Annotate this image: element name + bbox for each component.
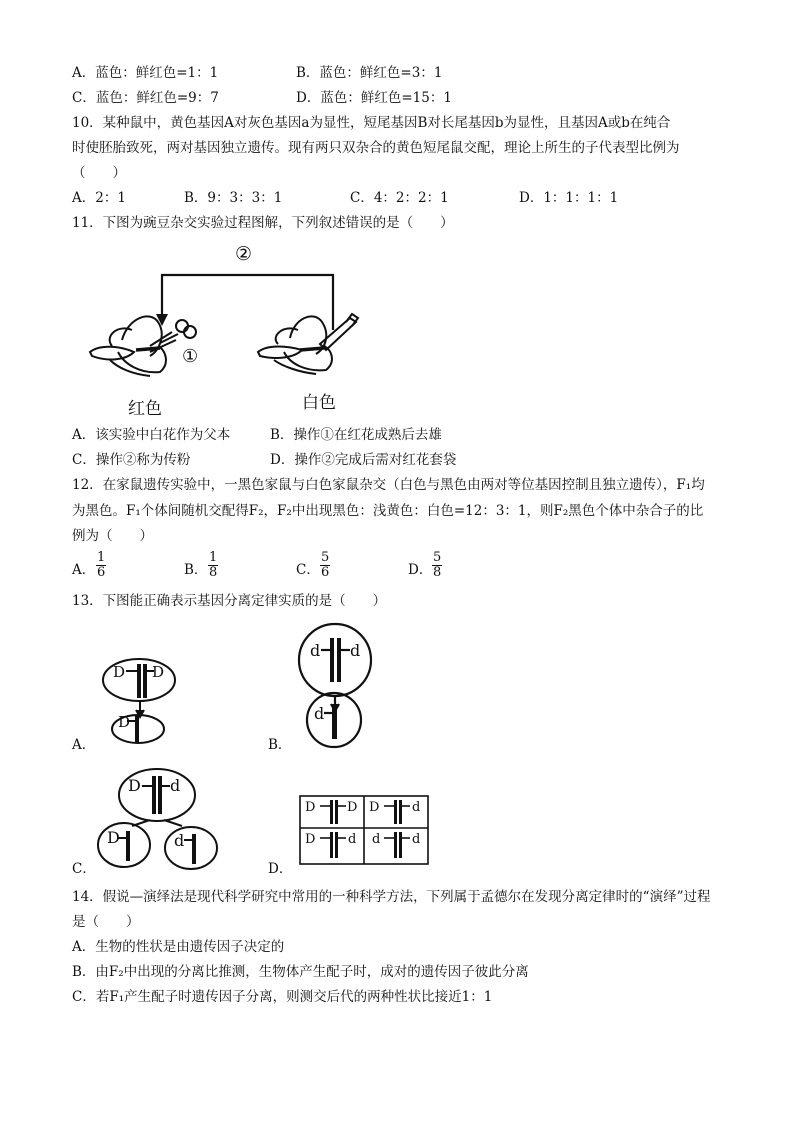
q12-option-a-fraction xyxy=(96,551,106,580)
svg-text:d: d xyxy=(372,832,381,847)
q12-stem-line1: 12．在家鼠遗传实验中，一黑色家鼠与白色家鼠杂交（白色与黑色由两对等位基因控制且独立遗传），F₁均 xyxy=(72,477,705,493)
q14-stem-line1: 14．假说—演绎法是现代科学研究中常用的一种科学方法，下列属于孟德尔在发现分离定律时的“演绎”过程 xyxy=(72,889,711,905)
q11-option-b: B．操作①在红花成熟后去雄 xyxy=(270,427,442,443)
q13-option-d: D． xyxy=(268,861,293,877)
q9-option-c: C．蓝色：鲜红色=9：7 xyxy=(72,90,219,106)
q13-stem: 13．下图能正确表示基因分离定律实质的是（ ） xyxy=(72,593,387,609)
q14-option-a: A．生物的性状是由遗传因子决定的 xyxy=(72,939,285,955)
q12-option-a-letter: A． xyxy=(72,562,96,578)
svg-text:d: d xyxy=(170,776,181,795)
svg-text:d: d xyxy=(310,641,321,660)
svg-text:D: D xyxy=(369,800,380,815)
step1-label: ① xyxy=(182,346,199,367)
q12-option-c-fraction xyxy=(320,551,330,580)
q13-option-a: A． xyxy=(72,737,96,753)
fraction-denominator: 8 xyxy=(433,565,442,580)
q14-option-c: C．若F₁产生配子时遗传因子分离，则测交后代的两种性状比接近1：1 xyxy=(72,989,493,1005)
q13-option-c: C． xyxy=(72,861,96,877)
fraction-numerator: 5 xyxy=(433,550,442,565)
q9-option-d: D．蓝色：鲜红色=15：1 xyxy=(296,90,452,106)
q10-option-a: A．2：1 xyxy=(72,190,126,206)
figure-c-diagram xyxy=(98,769,217,869)
red-label: 红色 xyxy=(128,399,162,419)
svg-text:d: d xyxy=(412,832,421,847)
figure-c-genes xyxy=(107,776,184,850)
q9-option-b: B．蓝色：鲜红色=3：1 xyxy=(296,65,443,81)
svg-text:d: d xyxy=(412,800,421,815)
q10-option-c: C．4：2：2：1 xyxy=(350,190,449,206)
q10-stem-line3: （ ） xyxy=(72,165,126,181)
q12-option-d-letter: D． xyxy=(408,562,433,578)
q10-stem-line1: 10．某种鼠中，黄色基因A对灰色基因a为显性，短尾基因B对长尾基因b为显性，且基因A或b在纯合 xyxy=(72,115,671,131)
step2-label: ② xyxy=(235,243,253,265)
q12-stem-line3: 例为（ ） xyxy=(72,528,153,544)
q13-option-b: B． xyxy=(268,737,292,753)
figure-d-diagram xyxy=(300,796,428,864)
svg-text:D: D xyxy=(107,828,120,847)
q14-option-b: B．由F₂中出现的分离比推测，生物体产生配子时，成对的遗传因子彼此分离 xyxy=(72,964,529,980)
q12-stem-line2: 为黑色。F₁个体间随机交配得F₂，F₂中出现黑色：浅黄色：白色=12：3：1，则F₂黑色个体中杂合子的比 xyxy=(72,503,704,519)
figure-b-genes xyxy=(310,641,360,723)
q10-option-d: D．1：1：1：1 xyxy=(519,190,619,206)
q12-option-d-fraction xyxy=(432,551,442,580)
fraction-denominator: 6 xyxy=(97,565,106,580)
q9-option-a: A．蓝色：鲜红色=1：1 xyxy=(72,65,219,81)
svg-text:D: D xyxy=(152,663,165,681)
fraction-denominator: 8 xyxy=(209,565,218,580)
figure-a-genes xyxy=(113,663,164,731)
svg-text:d: d xyxy=(174,831,185,850)
q11-option-c: C．操作②称为传粉 xyxy=(72,452,191,468)
q11-option-d: D．操作②完成后需对红花套袋 xyxy=(270,452,457,468)
svg-text:D: D xyxy=(347,800,358,815)
svg-text:D: D xyxy=(118,713,131,731)
svg-text:D: D xyxy=(113,663,126,681)
svg-text:d: d xyxy=(348,832,357,847)
red-flower-icon xyxy=(90,316,199,376)
q10-stem-line2: 时使胚胎致死，两对基因独立遗传。现有两只双杂合的黄色短尾鼠交配，理论上所生的子代表型比例为 xyxy=(72,140,680,156)
q11-stem: 11．下图为豌豆杂交实验过程图解，下列叙述错误的是（ ） xyxy=(72,215,454,231)
fraction-numerator: 5 xyxy=(321,550,330,565)
figure-d-genes xyxy=(305,800,420,847)
svg-text:D: D xyxy=(305,832,316,847)
q12-option-b-letter: B． xyxy=(184,562,208,578)
figure-b-diagram xyxy=(299,624,371,747)
q10-option-b: B．9：3：3：1 xyxy=(184,190,283,206)
q12-option-c-letter: C． xyxy=(296,562,320,578)
fraction-denominator: 6 xyxy=(321,565,330,580)
svg-text:d: d xyxy=(350,641,361,660)
figure-a-diagram xyxy=(103,659,175,743)
svg-text:d: d xyxy=(314,704,325,723)
q11-option-a: A．该实验中白花作为父本 xyxy=(72,427,231,443)
svg-text:D: D xyxy=(305,800,316,815)
q14-stem-line2: 是（ ） xyxy=(72,914,140,930)
svg-text:D: D xyxy=(128,776,141,795)
q12-option-b-fraction xyxy=(208,551,218,580)
white-flower-icon xyxy=(258,314,358,374)
white-label: 白色 xyxy=(302,393,336,413)
fraction-numerator: 1 xyxy=(209,550,218,565)
fraction-numerator: 1 xyxy=(97,550,106,565)
